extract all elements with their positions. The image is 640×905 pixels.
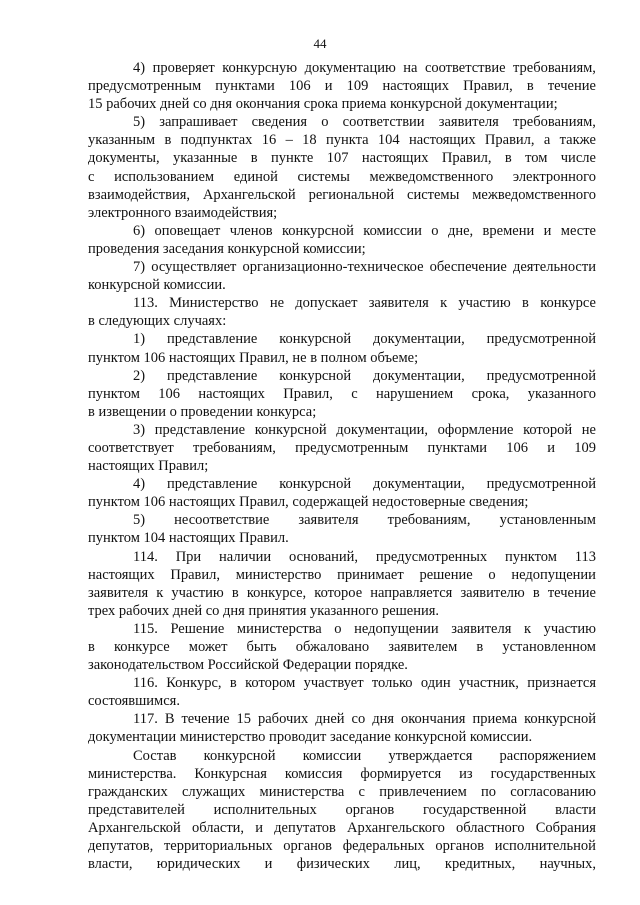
text-line: 1) представление конкурсной документации, предусмотренной (133, 331, 596, 348)
paragraph (88, 367, 596, 421)
paragraph (88, 674, 596, 710)
text-line: депутатов, территориальных органов федеральных органов исполнительной (88, 838, 596, 855)
text-line: министерства. Конкурсная комиссия формируется из государственных (88, 765, 596, 782)
text-line: в следующих случаях: (88, 313, 227, 330)
text-line: 15 рабочих дней со дня окончания срока приема конкурсной документации; (88, 96, 558, 113)
paragraph (88, 113, 596, 222)
text-line: документации министерство проводит заседание конкурсной комиссии. (88, 729, 533, 746)
paragraph (88, 59, 596, 113)
text-line: 115. Решение министерства о недопущении заявителя к участию (133, 620, 596, 637)
text-line: 6) оповещает членов конкурсной комиссии о дне, времени и месте (133, 222, 596, 239)
text-line: заявителя к участию в конкурсе, которое направляется заявителю в течение (88, 584, 596, 601)
text-line: 5) несоответствие заявителя требованиям, установленным (133, 512, 596, 529)
document-body (88, 59, 596, 873)
paragraph (88, 222, 596, 258)
text-line: 3) представление конкурсной документации, оформление которой не (133, 421, 596, 438)
text-line: 116. Конкурс, в котором участвует только один участник, признается (133, 675, 596, 692)
text-line: пунктом 106 настоящих Правил, не в полном объеме; (88, 349, 419, 366)
text-line: 2) представление конкурсной документации, предусмотренной (133, 367, 596, 384)
text-line: настоящих Правил, министерство принимает решение о недопущении (88, 566, 596, 583)
paragraph (88, 258, 596, 294)
text-line: пунктом 104 настоящих Правил. (88, 530, 289, 547)
text-line: 4) представление конкурсной документации, предусмотренной (133, 476, 596, 493)
text-line: власти, юридических и физических лиц, кредитных, научных, (88, 856, 596, 873)
text-line: с использованием единой системы межведомственного электронного (88, 168, 596, 185)
text-line: электронного взаимодействия; (88, 204, 278, 221)
text-line: гражданских служащих министерства с привлечением по согласованию (88, 783, 596, 800)
text-line: в конкурсе может быть обжаловано заявителем в установленном (88, 639, 596, 655)
page-number: 44 (313, 36, 327, 51)
paragraph (88, 511, 596, 547)
paragraph (88, 294, 596, 330)
text-line: 117. В течение 15 рабочих дней со дня окончания приема конкурсной (133, 711, 596, 728)
text-line: пунктом 106 настоящих Правил, с нарушением срока, указанного (88, 385, 596, 402)
text-line: представителей исполнительных органов государственной власти (88, 801, 596, 818)
text-line: состоявшимся. (88, 693, 180, 710)
text-line: проведения заседания конкурсной комиссии; (88, 240, 366, 257)
text-line: 4) проверяет конкурсную документацию на соответствие требованиям, (133, 60, 596, 76)
paragraph (88, 747, 596, 874)
text-line: 5) запрашивает сведения о соответствии заявителя требованиям, (133, 114, 596, 131)
paragraph (88, 475, 596, 511)
text-line: конкурсной комиссии. (88, 277, 226, 294)
text-line: 114. При наличии оснований, предусмотренных пунктом 113 (133, 548, 596, 565)
text-line: документы, указанные в пункте 107 настоящих Правил, в том числе (88, 150, 596, 167)
text-line: в извещении о проведении конкурса; (88, 403, 317, 420)
text-line: 113. Министерство не допускает заявителя к участию в конкурсе (133, 295, 596, 312)
text-line: взаимодействия, Архангельской региональной системы межведомственного (88, 186, 596, 203)
paragraph (88, 710, 596, 746)
text-line: настоящих Правил; (88, 458, 209, 475)
text-line: законодательством Российской Федерации порядке. (88, 657, 408, 674)
text-line: предусмотренным пунктами 106 и 109 настоящих Правил, в течение (88, 78, 596, 95)
text-line: 7) осуществляет организационно-техническое обеспечение деятельности (133, 259, 596, 276)
paragraph (88, 548, 596, 620)
paragraph (88, 421, 596, 475)
text-line: пунктом 106 настоящих Правил, содержащей недостоверные сведения; (88, 494, 529, 511)
text-line: Архангельской области, и депутатов Архангельского областного Собрания (88, 819, 596, 836)
text-line: указанным в подпунктах 16 – 18 пункта 104 настоящих Правил, а также (88, 132, 596, 149)
paragraph (88, 330, 596, 366)
paragraph (88, 620, 596, 674)
text-line: Состав конкурсной комиссии утверждается распоряжением (133, 747, 596, 764)
text-line: трех рабочих дней со дня принятия указанного решения. (88, 602, 440, 619)
text-line: соответствует требованиям, предусмотренным пунктами 106 и 109 (88, 439, 596, 456)
